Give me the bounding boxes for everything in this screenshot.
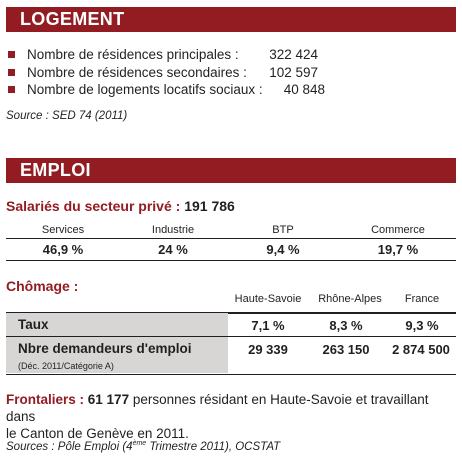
taux-france: 9,3 % [405,318,439,333]
frontaliers-label: Frontaliers : [6,392,85,407]
divider [6,260,456,261]
taux-haute-savoie: 7,1 % [251,318,285,333]
chomage-label: Chômage : [6,278,79,294]
demandeurs-france: 2 874 500 [392,342,450,357]
square-bullet-icon [8,86,15,93]
residences-principales-value: 322 424 [269,47,318,62]
emploi-title: EMPLOI [20,160,91,180]
logements-sociaux-label: Nombre de logements locatifs sociaux : [27,82,263,97]
emploi-sources [6,440,280,453]
logement-banner [6,7,456,32]
col-rhone-alpes: Rhône-Alpes [318,293,382,305]
col-commerce: Commerce [371,224,425,236]
frontaliers-paragraph [6,391,456,442]
taux-rhone-alpes: 8,3 % [329,318,363,333]
logement-source: Source : SED 74 (2011) [6,110,128,122]
val-commerce: 19,7 % [377,242,419,257]
square-bullet-icon [8,51,15,58]
residences-principales-label: Nombre de résidences principales : [27,47,239,62]
emploi-banner [6,158,456,183]
col-services: Services [41,224,85,236]
salaries-heading [6,198,235,214]
square-bullet-icon [8,69,15,76]
col-france: France [404,293,440,305]
col-haute-savoie: Haute-Savoie [234,293,302,305]
val-services: 46,9 % [42,242,84,257]
divider [6,374,456,375]
logements-sociaux-value: 40 848 [283,82,325,97]
residences-secondaires-value: 102 597 [269,65,318,80]
salaries-value: 191 786 [184,198,235,214]
demandeurs-haute-savoie: 29 339 [248,342,288,357]
frontaliers-text-2: le Canton de Genève en 2011. [6,426,189,441]
divider [6,238,456,239]
val-btp: 9,4 % [266,242,300,257]
demandeurs-sublabel: (Déc. 2011/Catégorie A) [18,361,114,371]
salaries-label: Salariés du secteur privé : [6,198,181,214]
frontaliers-value: 61 177 [87,392,130,407]
col-industrie: Industrie [151,224,195,236]
frontaliers-text: personnes résidant en Haute-Savoie et travaillant dans [6,392,429,424]
taux-label: Taux [18,317,49,332]
residences-secondaires-label: Nombre de résidences secondaires : [27,65,247,80]
logement-title: LOGEMENT [20,9,125,29]
demandeurs-label: Nbre demandeurs d'emploi [18,341,192,356]
chomage-heading [6,278,78,294]
demandeurs-rhone-alpes: 263 150 [322,342,370,357]
val-industrie: 24 % [158,242,188,257]
col-btp: BTP [272,224,294,236]
sources-prefix: Sources : Pôle Emploi (4 [6,440,133,453]
sources-suffix: Trimestre 2011), OCSTAT [146,440,281,453]
sources-superscript: ème [132,440,147,447]
